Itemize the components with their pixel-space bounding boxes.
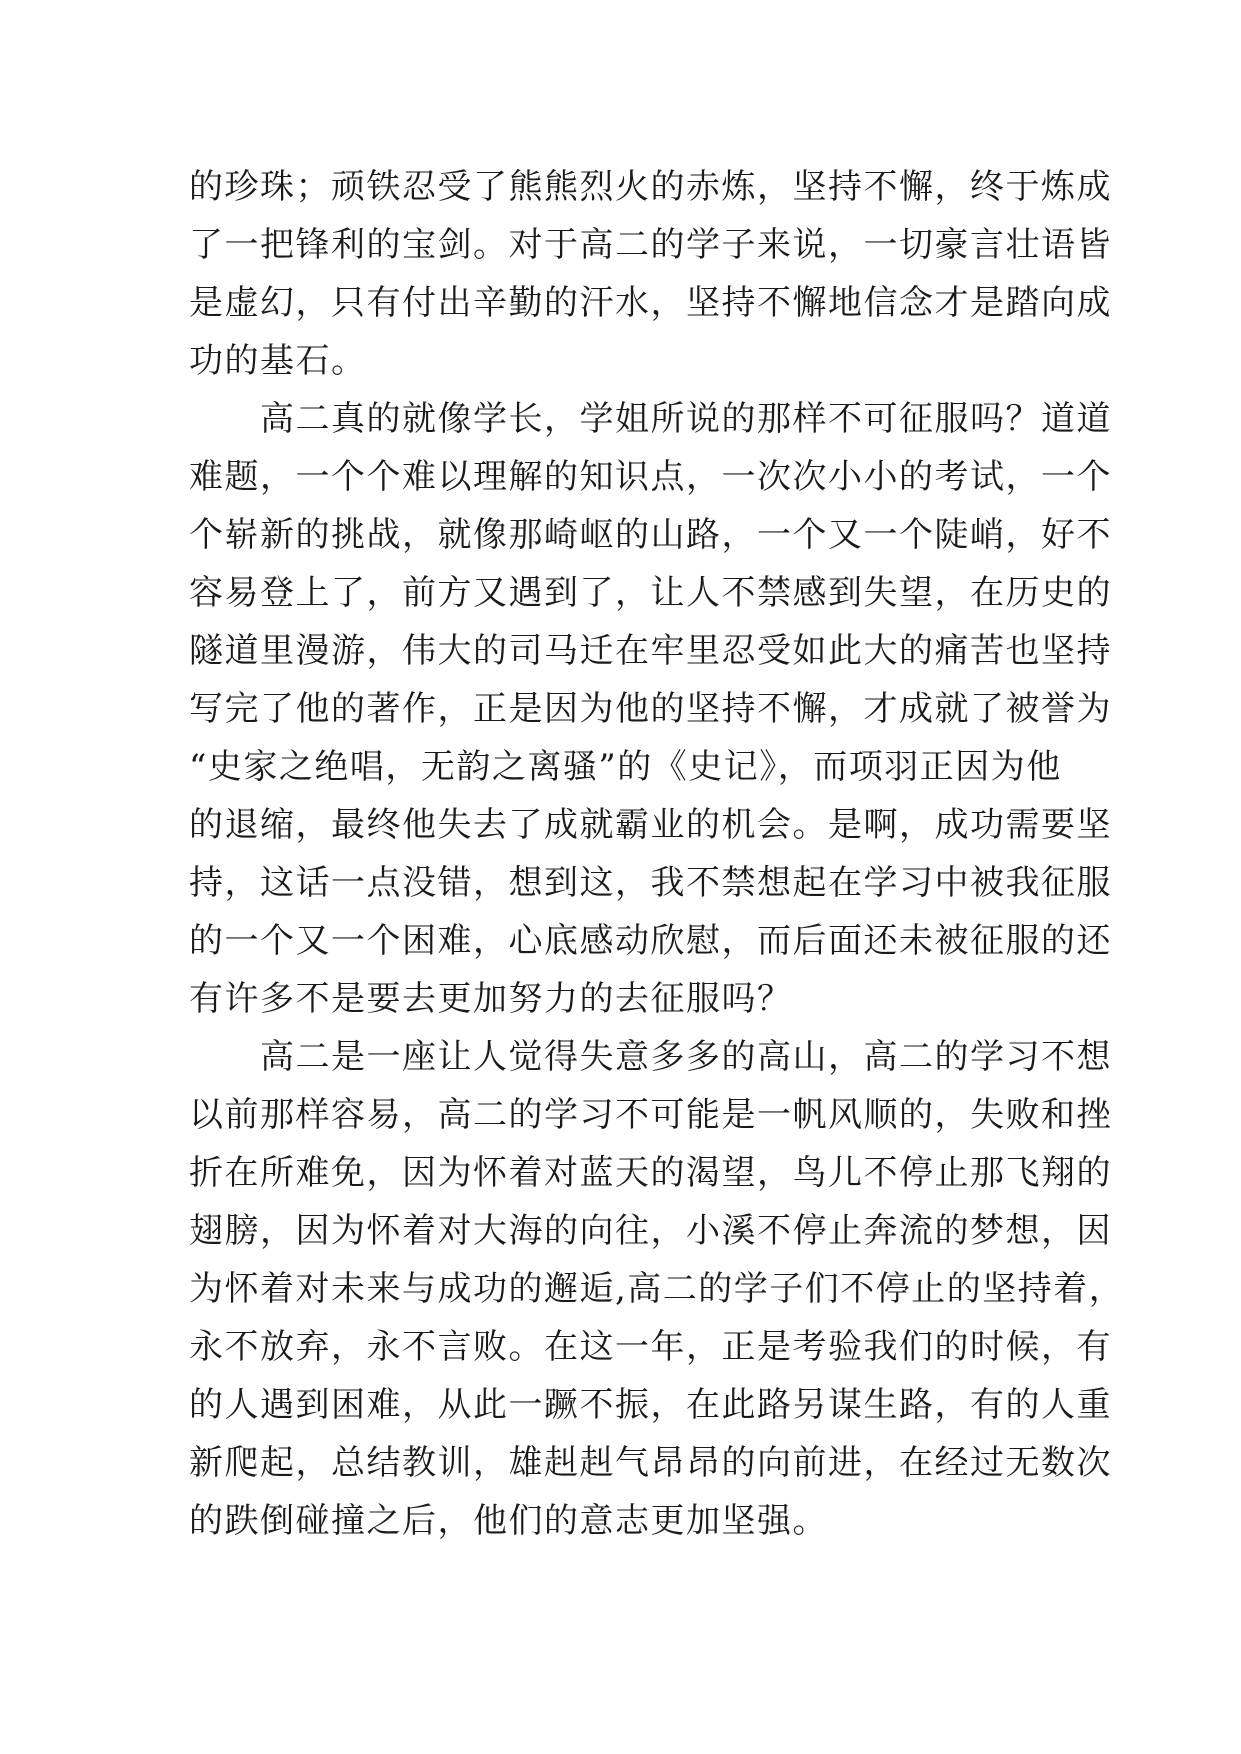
text-line: 难题，一个个难以理解的知识点，一次次小小的考试，一个 bbox=[189, 457, 1112, 497]
text-line: 翅膀，因为怀着对大海的向往，小溪不停止奔流的梦想，因 bbox=[189, 1211, 1112, 1251]
text-line: 功的基石。 bbox=[189, 341, 367, 381]
text-line: 持，这话一点没错，想到这，我不禁想起在学习中被我征服 bbox=[189, 863, 1112, 903]
paragraph bbox=[189, 1028, 1125, 1550]
document-body bbox=[189, 158, 1125, 1550]
text-line: “史家之绝唱，无韵之离骚”的《史记》，而项羽正因为他 bbox=[189, 747, 1062, 787]
text-line: 个崭新的挑战，就像那崎岖的山路，一个又一个陡峭，好不 bbox=[189, 515, 1112, 555]
text-line: 为怀着对未来与成功的邂逅,高二的学子们不停止的坚持着， bbox=[189, 1269, 1125, 1309]
text-line: 写完了他的著作，正是因为他的坚持不懈，才成就了被誉为 bbox=[189, 689, 1112, 729]
text-line: 隧道里漫游，伟大的司马迁在牢里忍受如此大的痛苦也坚持 bbox=[189, 631, 1112, 671]
paragraph bbox=[189, 390, 1112, 1028]
text-line: 的珍珠；顽铁忍受了熊熊烈火的赤炼，坚持不懈，终于炼成 bbox=[189, 167, 1112, 207]
text-line: 了一把锋利的宝剑。对于高二的学子来说，一切豪言壮语皆 bbox=[189, 225, 1112, 265]
text-line: 的一个又一个困难，心底感动欣慰，而后面还未被征服的还 bbox=[189, 921, 1112, 961]
text-line: 有许多不是要去更加努力的去征服吗？ bbox=[189, 979, 793, 1019]
paragraph bbox=[189, 158, 1112, 390]
text-line: 永不放弃，永不言败。在这一年，正是考验我们的时候，有 bbox=[189, 1327, 1112, 1367]
text-line: 的退缩，最终他失去了成就霸业的机会。是啊，成功需要坚 bbox=[189, 805, 1112, 845]
text-line: 高二是一座让人觉得失意多多的高山，高二的学习不想 bbox=[189, 1037, 1112, 1077]
text-line: 高二真的就像学长，学姐所说的那样不可征服吗？道道 bbox=[189, 399, 1112, 439]
text-line: 是虚幻，只有付出辛勤的汗水，坚持不懈地信念才是踏向成 bbox=[189, 283, 1112, 323]
text-line: 容易登上了，前方又遇到了，让人不禁感到失望，在历史的 bbox=[189, 573, 1112, 613]
text-line: 新爬起，总结教训，雄赳赳气昂昂的向前进，在经过无数次 bbox=[189, 1443, 1112, 1483]
text-line: 的人遇到困难，从此一蹶不振，在此路另谋生路，有的人重 bbox=[189, 1385, 1112, 1425]
text-line: 以前那样容易，高二的学习不可能是一帆风顺的，失败和挫 bbox=[189, 1095, 1112, 1135]
text-line: 的跌倒碰撞之后，他们的意志更加坚强。 bbox=[189, 1501, 828, 1541]
text-line: 折在所难免，因为怀着对蓝天的渴望，鸟儿不停止那飞翔的 bbox=[189, 1153, 1112, 1193]
